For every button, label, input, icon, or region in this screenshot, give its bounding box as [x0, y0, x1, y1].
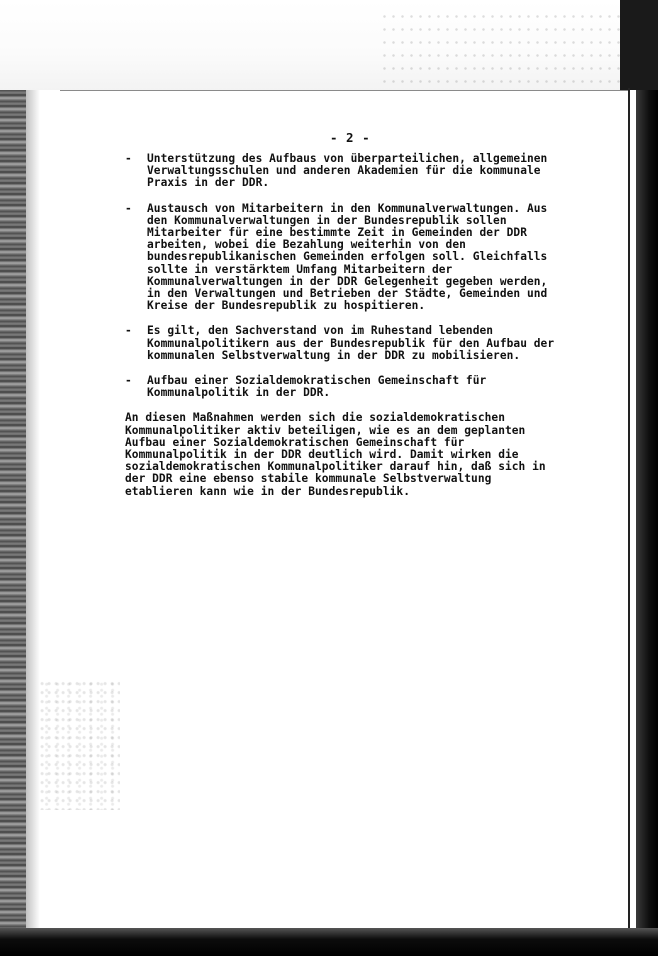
- closing-paragraph: [125, 412, 575, 497]
- text-line: der DDR eine ebenso stabile kommunale Selbstverwaltung: [125, 472, 492, 486]
- text-line: sollte in verstärktem Umfang Mitarbeitern der: [147, 262, 453, 276]
- text-line: Aufbau einer Sozialdemokratischen Gemeinschaft für: [147, 374, 487, 388]
- text-line: bundesrepublikanischen Gemeinden erfolgen soll. Gleichfalls: [147, 250, 548, 264]
- text-line: Verwaltungsschulen und anderen Akademien für die kommunale: [147, 164, 541, 178]
- text-line: Praxis in der DDR.: [147, 176, 270, 190]
- text-line: Austausch von Mitarbeitern in den Kommunalverwaltungen. Aus: [147, 201, 548, 215]
- text-line: sozialdemokratischen Kommunalpolitiker darauf hin, daß sich in: [125, 460, 546, 474]
- text-line: Mitarbeiter für eine bestimmte Zeit in Gemeinden der DDR: [147, 226, 527, 240]
- text-line: Kommunalpolitik in der DDR.: [147, 386, 331, 400]
- text-line: in den Verwaltungen und Betrieben der Städte, Gemeinden und: [147, 287, 548, 301]
- text-line: An diesen Maßnahmen werden sich die sozialdemokratischen: [125, 411, 505, 425]
- document-body: [125, 153, 575, 498]
- text-line: Kommunalverwaltungen in der DDR Gelegenheit gegeben werden,: [147, 274, 548, 288]
- page-number: - 2 -: [330, 130, 371, 145]
- text-line: arbeiten, wobei die Bezahlung weiterhin von den: [147, 238, 466, 252]
- text-line: etablieren kann wie in der Bundesrepublik.: [125, 484, 410, 498]
- bullet-item: [125, 153, 575, 190]
- text-line: Es gilt, den Sachverstand von im Ruhestand lebenden: [147, 324, 494, 338]
- bullet-dash: -: [125, 152, 132, 165]
- bullet-dash: -: [125, 324, 132, 338]
- bullet-item: [125, 325, 575, 362]
- text-line: den Kommunalverwaltungen in der Bundesrepublik sollen: [147, 213, 507, 227]
- bullet-item: [125, 203, 575, 313]
- text-line: Kommunalpolitiker aktiv beteiligen, wie es an dem geplanten: [125, 423, 526, 437]
- text-line: Kommunalpolitik in der DDR deutlich wird. Damit wirken die: [125, 448, 519, 462]
- text-line: Kommunalpolitikern aus der Bundesrepublik für den Aufbau der: [147, 336, 555, 350]
- text-line: Unterstützung des Aufbaus von überparteilichen, allgemeinen: [147, 152, 548, 165]
- bullet-item: [125, 375, 575, 399]
- text-line: Aufbau einer Sozialdemokratischen Gemeinschaft für: [125, 435, 465, 449]
- text-line: kommunalen Selbstverwaltung in der DDR zu mobilisieren.: [147, 348, 521, 362]
- bullet-dash: -: [125, 374, 132, 388]
- bullet-dash: -: [125, 201, 132, 215]
- text-line: Kreise der Bundesrepublik zu hospitieren.: [147, 299, 426, 313]
